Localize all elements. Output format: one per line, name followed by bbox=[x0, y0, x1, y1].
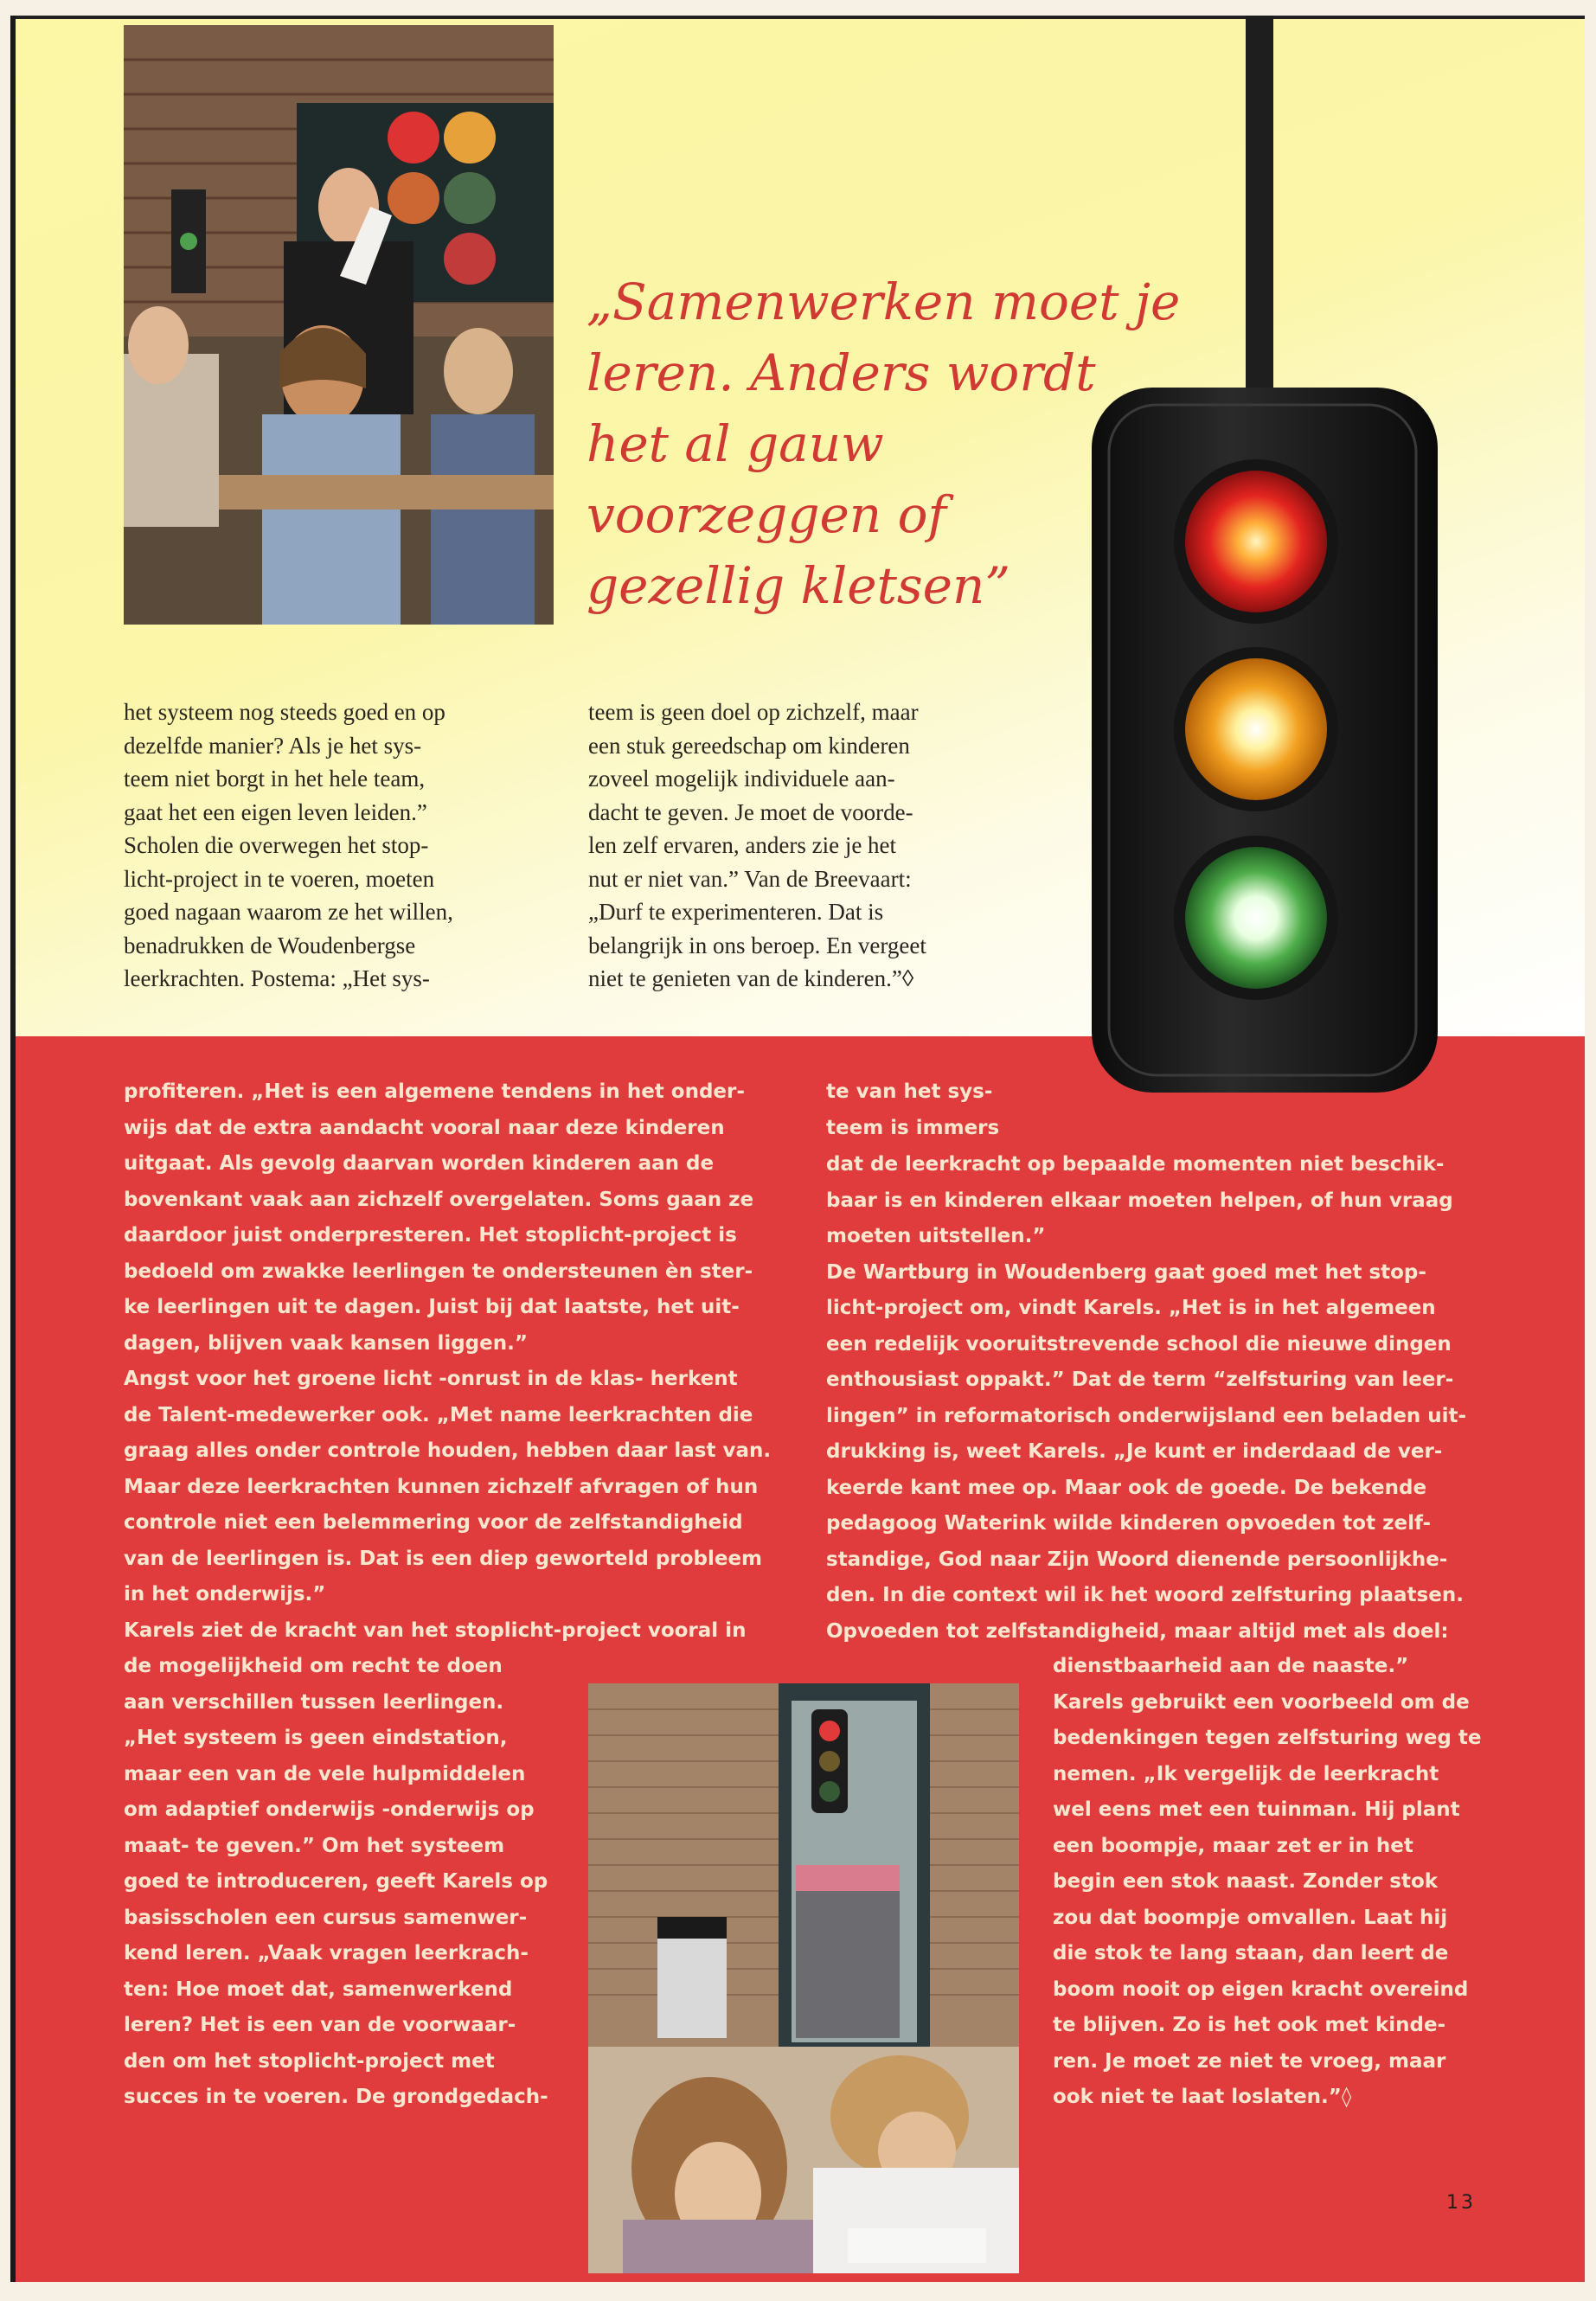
text-line: zou dat boompje omvallen. Laat hij bbox=[1053, 1906, 1448, 1929]
text-line: van de leerlingen is. Dat is een diep geworteld probleem bbox=[124, 1547, 763, 1570]
pull-quote-line: gezellig kletsen” bbox=[586, 556, 1010, 615]
text-line: een stuk gereedschap om kinderen bbox=[588, 732, 910, 759]
text-line: in het onderwijs.” bbox=[124, 1583, 326, 1606]
text-line: „Durf te experimenteren. Dat is bbox=[588, 899, 884, 925]
text-line: profiteren. „Het is een algemene tendens in het onder- bbox=[124, 1080, 745, 1103]
text-line: het systeem nog steeds goed en op bbox=[124, 699, 445, 725]
text-line: pedagoog Waterink wilde kinderen opvoeden tot zelf- bbox=[826, 1512, 1432, 1535]
text-line: drukking is, weet Karels. „Je kunt er inderdaad de ver- bbox=[826, 1440, 1443, 1463]
text-line: maar een van de vele hulpmiddelen bbox=[124, 1762, 526, 1785]
classroom-photo-pupils bbox=[588, 1683, 1019, 2273]
red-column-right-bottom bbox=[1053, 1649, 1481, 2116]
text-line: gaat het een eigen leven leiden.” bbox=[124, 798, 427, 825]
text-line: benadrukken de Woudenbergse bbox=[124, 932, 416, 958]
body-column-left bbox=[124, 695, 574, 996]
magazine-page bbox=[10, 16, 1585, 2282]
text-line: teem is geen doel op zichzelf, maar bbox=[588, 699, 919, 725]
pull-quote-line: het al gauw bbox=[586, 414, 884, 473]
text-line: nemen. „Ik vergelijk de leerkracht bbox=[1053, 1762, 1439, 1785]
text-line: ke leerlingen uit te dagen. Juist bij dat laatste, het uit- bbox=[124, 1296, 740, 1318]
text-line: dienstbaarheid aan de naaste.” bbox=[1053, 1655, 1409, 1677]
text-line: leerkrachten. Postema: „Het sys- bbox=[124, 965, 430, 991]
text-line: te blijven. Zo is het ook met kinde- bbox=[1053, 2014, 1446, 2036]
text-line: bovenkant vaak aan zichzelf overgelaten. Soms gaan ze bbox=[124, 1188, 754, 1211]
text-line: daardoor juist onderpresteren. Het stoplicht-project is bbox=[124, 1224, 737, 1247]
text-line: controle niet een belemmering voor de zelfstandigheid bbox=[124, 1511, 743, 1534]
text-line: wijs dat de extra aandacht vooral naar deze kinderen bbox=[124, 1116, 725, 1139]
text-line: de mogelijkheid om recht te doen bbox=[124, 1655, 503, 1677]
pull-quote-line: voorzeggen of bbox=[586, 485, 946, 544]
text-line: een redelijk vooruitstrevende school die nieuwe dingen bbox=[826, 1332, 1452, 1356]
text-line: kend leren. „Vaak vragen leerkrach- bbox=[124, 1942, 529, 1965]
text-line: die stok te lang staan, dan leert de bbox=[1053, 1942, 1449, 1965]
text-line: standige, God naar Zijn Woord dienende persoonlijkhe- bbox=[826, 1548, 1448, 1571]
left-border bbox=[10, 16, 16, 2282]
text-line: graag alles onder controle houden, hebben daar last van. bbox=[124, 1439, 772, 1462]
text-line: Karels gebruikt een voorbeeld om de bbox=[1053, 1690, 1470, 1714]
page-number: 13 bbox=[1446, 2192, 1476, 2214]
red-column-right bbox=[826, 1147, 1466, 1650]
text-line: teem is immers bbox=[826, 1116, 1000, 1139]
text-line: lingen” in reformatorisch onderwijsland een beladen uit- bbox=[826, 1404, 1467, 1427]
text-line: „Het systeem is geen eindstation, bbox=[124, 1727, 508, 1749]
text-line: dat de leerkracht op bepaalde momenten niet beschik- bbox=[826, 1153, 1445, 1176]
text-line: licht-project in te voeren, moeten bbox=[124, 865, 435, 892]
text-line: basisscholen een cursus samenwer- bbox=[124, 1906, 528, 1929]
text-line: boom nooit op eigen kracht overeind bbox=[1053, 1977, 1469, 2001]
text-line: bedoeld om zwakke leerlingen te ondersteunen èn ster- bbox=[124, 1259, 753, 1283]
text-line: enthousiast oppakt.” Dat de term “zelfsturing van leer- bbox=[826, 1368, 1454, 1391]
text-line: een boompje, maar zet er in het bbox=[1053, 1834, 1413, 1857]
body-column-middle bbox=[588, 695, 1038, 996]
text-line: Opvoeden tot zelfstandigheid, maar altijd met als doel: bbox=[826, 1619, 1449, 1643]
text-line: uitgaat. Als gevolg daarvan worden kinderen aan de bbox=[124, 1152, 715, 1175]
text-line: belangrijk in ons beroep. En vergeet bbox=[588, 932, 926, 958]
text-line: teem niet borgt in het hele team, bbox=[124, 766, 426, 792]
text-line: te van het sys- bbox=[826, 1080, 993, 1103]
text-line: maat- te geven.” Om het systeem bbox=[124, 1834, 505, 1857]
text-line: licht-project om, vindt Karels. „Het is in het algemeen bbox=[826, 1297, 1436, 1319]
text-line: zoveel mogelijk individuele aan- bbox=[588, 766, 895, 792]
text-line: De Wartburg in Woudenberg gaat goed met het stop- bbox=[826, 1260, 1426, 1284]
text-line: Karels ziet de kracht van het stoplicht-project vooral in bbox=[124, 1618, 747, 1642]
text-line: ren. Je moet ze niet te vroeg, maar bbox=[1053, 2049, 1446, 2073]
text-line: goed nagaan waarom ze het willen, bbox=[124, 899, 453, 925]
text-line: dacht te geven. Je moet de voorde- bbox=[588, 798, 913, 825]
text-line: succes in te voeren. De grondgedach- bbox=[124, 2086, 548, 2108]
text-line: baar is en kinderen elkaar moeten helpen, of hun vraag bbox=[826, 1189, 1453, 1212]
text-line: Angst voor het groene licht -onrust in de klas- herkent bbox=[124, 1368, 738, 1390]
text-line: bedenkingen tegen zelfsturing weg te bbox=[1053, 1727, 1482, 1749]
text-line: dezelfde manier? Als je het sys- bbox=[124, 732, 422, 759]
traffic-light-illustration bbox=[1074, 16, 1438, 1106]
red-column-right-top bbox=[826, 1074, 999, 1146]
text-line: begin een stok naast. Zonder stok bbox=[1053, 1870, 1439, 1893]
text-line: nut er niet van.” Van de Breevaart: bbox=[588, 865, 912, 892]
text-line: goed te introduceren, geeft Karels op bbox=[124, 1870, 548, 1893]
text-line: Maar deze leerkrachten kunnen zichzelf afvragen of hun bbox=[124, 1475, 759, 1498]
text-line: de Talent-medewerker ook. „Met name leerkrachten die bbox=[124, 1403, 753, 1426]
text-line: om adaptief onderwijs -onderwijs op bbox=[124, 1798, 535, 1821]
text-line: moeten uitstellen.” bbox=[826, 1225, 1046, 1247]
text-line: Scholen die overwegen het stop- bbox=[124, 832, 429, 858]
text-line: wel eens met een tuinman. Hij plant bbox=[1053, 1798, 1460, 1821]
text-line: dagen, blijven vaak kansen liggen.” bbox=[124, 1331, 528, 1355]
text-line: den. In die context wil ik het woord zelfsturing plaatsen. bbox=[826, 1584, 1464, 1606]
classroom-photo-teacher bbox=[124, 25, 554, 625]
pull-quote-line: leren. Anders wordt bbox=[586, 343, 1096, 402]
text-line: aan verschillen tussen leerlingen. bbox=[124, 1690, 504, 1714]
text-line: den om het stoplicht-project met bbox=[124, 2049, 495, 2073]
text-line: niet te genieten van de kinderen.”◊ bbox=[588, 965, 914, 991]
text-line: leren? Het is een van de voorwaar- bbox=[124, 2014, 516, 2036]
text-line: ook niet te laat loslaten.”◊ bbox=[1053, 2086, 1352, 2108]
text-line: ten: Hoe moet dat, samenwerkend bbox=[124, 1977, 513, 2001]
pull-quote-line: „Samenwerken moet je bbox=[586, 272, 1181, 331]
text-line: keerde kant mee op. Maar ook de goede. De bekende bbox=[826, 1476, 1427, 1499]
text-line: len zelf ervaren, anders zie je het bbox=[588, 832, 897, 858]
